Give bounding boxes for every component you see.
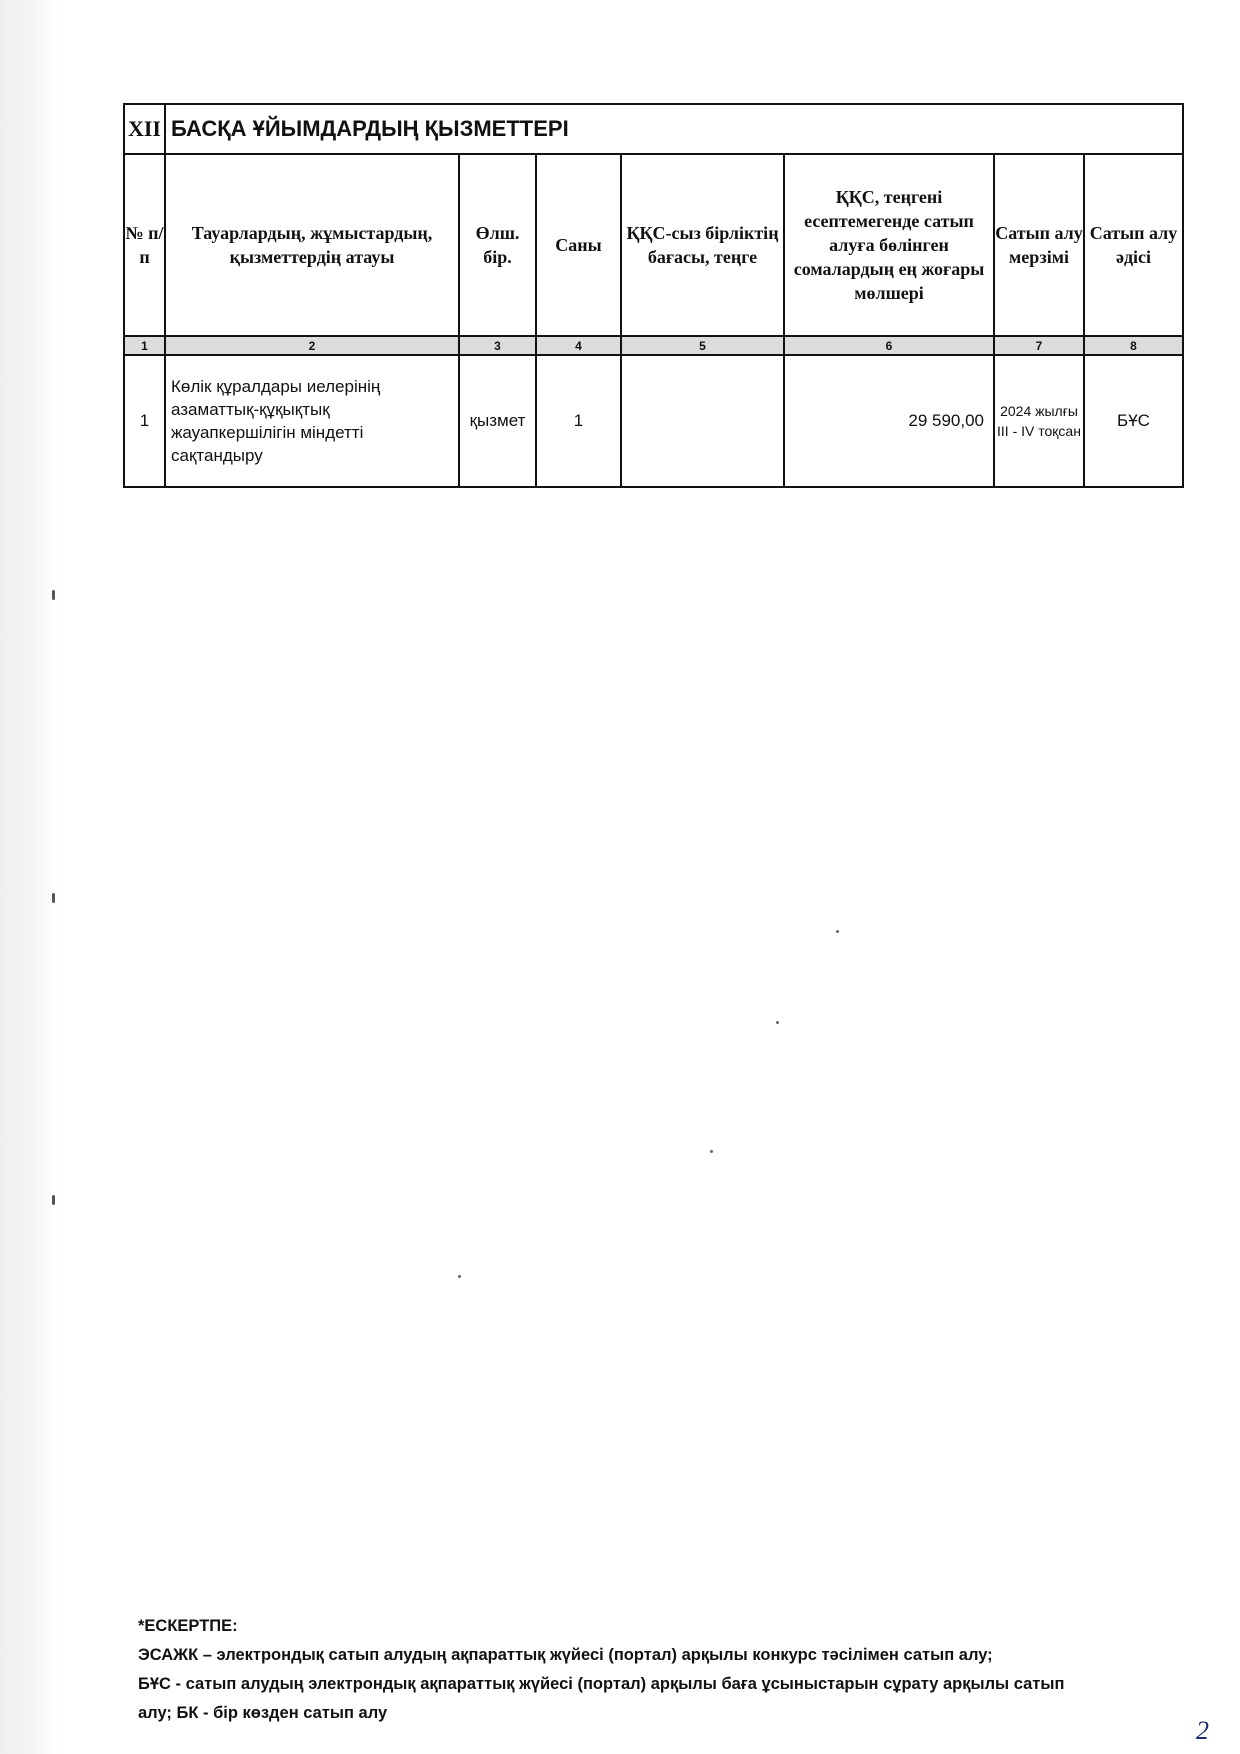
row-name: Көлік құралдары иелерінің азаматтық-құқықтық жауапкершілігін міндетті сақтандыру bbox=[165, 355, 459, 487]
scan-speck bbox=[836, 930, 839, 933]
column-number: 1 bbox=[124, 336, 165, 355]
header-max-amount: ҚҚС, теңгені есептемегенде сатып алуға бөлінген сомалардың ең жоғары мөлшері bbox=[784, 154, 994, 336]
column-number-row bbox=[124, 336, 1183, 355]
footnote-line: БҰС - сатып алудың электрондық ақпараттық жүйесі (портал) арқылы баға ұсыныстарын сұрату арқылы сатып bbox=[138, 1675, 1065, 1693]
column-number: 8 bbox=[1084, 336, 1183, 355]
scan-edge-shadow bbox=[0, 0, 58, 1754]
scan-mark bbox=[52, 1195, 55, 1205]
table-row bbox=[124, 355, 1183, 487]
footnote-line: ЭСАЖК – электрондық сатып алудың ақпараттық жүйесі (портал) арқылы конкурс тәсілімен сатып алу; bbox=[138, 1646, 993, 1664]
row-unit-price bbox=[621, 355, 784, 487]
scan-speck bbox=[458, 1275, 461, 1278]
header-row bbox=[124, 154, 1183, 336]
row-max-amount: 29 590,00 bbox=[784, 355, 994, 487]
column-number: 4 bbox=[536, 336, 621, 355]
section-row bbox=[124, 104, 1183, 154]
header-term: Сатып алу мерзімі bbox=[994, 154, 1084, 336]
column-number: 3 bbox=[459, 336, 536, 355]
scan-speck bbox=[776, 1021, 779, 1024]
row-unit: қызмет bbox=[459, 355, 536, 487]
header-unit-price: ҚҚС-сыз бірліктің бағасы, теңге bbox=[621, 154, 784, 336]
header-no: № п/п bbox=[124, 154, 165, 336]
footnote bbox=[138, 1612, 1138, 1728]
section-number: XII bbox=[124, 104, 165, 154]
header-method: Сатып алу әдісі bbox=[1084, 154, 1183, 336]
scan-speck bbox=[710, 1150, 713, 1153]
header-qty: Саны bbox=[536, 154, 621, 336]
column-number: 7 bbox=[994, 336, 1084, 355]
procurement-table bbox=[123, 103, 1184, 488]
section-title: БАСҚА ҰЙЫМДАРДЫҢ ҚЫЗМЕТТЕРІ bbox=[165, 104, 1183, 154]
column-number: 5 bbox=[621, 336, 784, 355]
column-number: 6 bbox=[784, 336, 994, 355]
page-number: 2 bbox=[1196, 1716, 1209, 1745]
scan-mark bbox=[52, 893, 55, 903]
row-method: БҰС bbox=[1084, 355, 1183, 487]
header-name: Тауарлардың, жұмыстардың, қызметтердің атауы bbox=[165, 154, 459, 336]
scan-mark bbox=[52, 590, 55, 600]
footnote-line: алу; БК - бір көзден сатып алу bbox=[138, 1704, 388, 1722]
header-unit: Өлш. бір. bbox=[459, 154, 536, 336]
row-term: 2024 жылғы III - IV тоқсан bbox=[994, 355, 1084, 487]
row-no: 1 bbox=[124, 355, 165, 487]
column-number: 2 bbox=[165, 336, 459, 355]
footnote-title: *ЕСКЕРТПЕ: bbox=[138, 1617, 238, 1635]
row-qty: 1 bbox=[536, 355, 621, 487]
